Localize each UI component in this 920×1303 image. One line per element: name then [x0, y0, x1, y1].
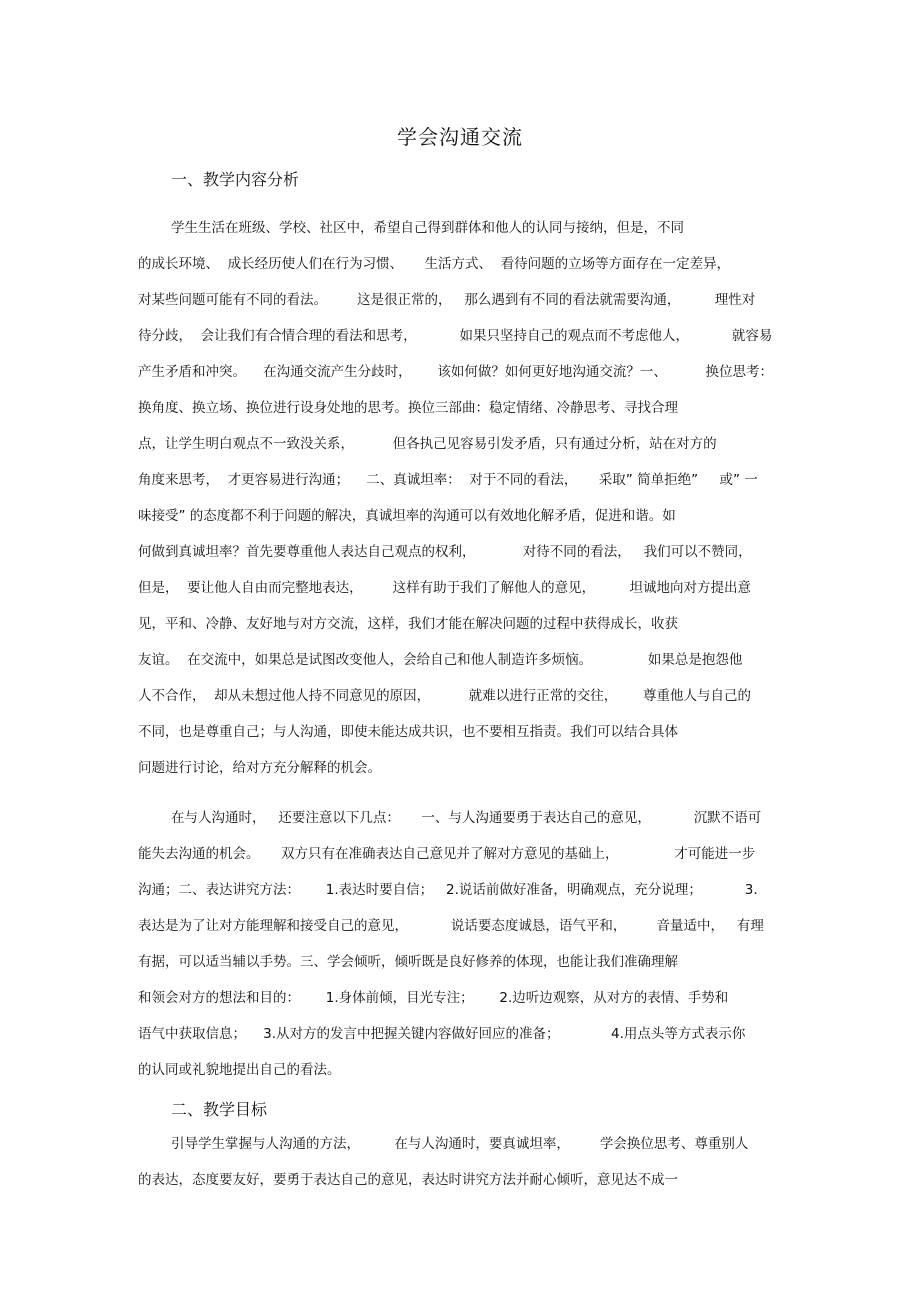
paragraph-line: 待分歧， 会让我们有合情合理的看法和思考， 如果只坚持自己的观点而不考虑他人， 就容易: [138, 328, 773, 344]
paragraph-line: 点，让学生明白观点不一致没关系， 但各执己见容易引发矛盾，只有通过分析，站在对方的: [138, 436, 717, 452]
paragraph-line: 何做到真诚坦率？首先要尊重他人表达自己观点的权利， 对待不同的看法， 我们可以不赞同，: [138, 544, 752, 560]
paragraph-line: 问题进行讨论，给对方充分解释的机会。: [138, 760, 381, 776]
paragraph-line: 的表达，态度要友好，要勇于表达自己的意见，表达时讲究方法并耐心倾听，意见达不成一: [138, 1172, 678, 1188]
paragraph-line: 不同，也是尊重自己；与人沟通，即使未能达成共识，也不要相互指责。我们可以结合具体: [138, 724, 678, 740]
paragraph-line: 语气中获取信息； 3.从对方的发言中把握关键内容做好回应的准备； 4.用点头等方式表示你: [138, 1026, 746, 1042]
paragraph-line: 角度来思考， 才更容易进行沟通； 二、真诚坦率： 对于不同的看法， 采取” 简单拒绝” 或” 一: [138, 472, 758, 488]
paragraph-line: 在与人沟通时， 还要注意以下几点： 一、与人沟通要勇于表达自己的意见， 沉默不语可: [171, 810, 762, 826]
paragraph-line: 能失去沟通的机会。 双方只有在准确表达自己意见并了解对方意见的基础上， 才可能进一步: [138, 846, 756, 862]
paragraph-line: 有据，可以适当辅以手势。三、学会倾听，倾听既是良好修养的体现，也能让我们准确理解: [138, 954, 678, 970]
paragraph-line: 沟通；二、表达讲究方法： 1.表达时要自信； 2.说话前做好准备，明确观点，充分说理； 3.: [138, 882, 758, 898]
document-title: 学会沟通交流: [397, 125, 523, 149]
paragraph-line: 换角度、换立场、换位进行设身处地的思考。换位三部曲：稳定情绪、冷静思考、寻找合理: [138, 400, 678, 416]
paragraph-line: 表达是为了让对方能理解和接受自己的意见， 说话要态度诚恳，语气平和， 音量适中， 有理: [138, 918, 764, 934]
paragraph-line: 但是， 要让他人自由而完整地表达， 这样有助于我们了解他人的意见， 坦诚地向对方提出意: [138, 580, 751, 596]
paragraph-line: 见，平和、冷静、友好地与对方交流，这样，我们才能在解决问题的过程中获得成长，收获: [138, 616, 678, 632]
paragraph-line: 的认同或礼貌地提出自己的看法。: [138, 1062, 341, 1078]
paragraph-line: 对某些问题可能有不同的看法。 这是很正常的， 那么遇到有不同的看法就需要沟通， 理性对: [138, 292, 756, 308]
paragraph-line: 味接受” 的态度都不利于问题的解决，真诚坦率的沟通可以有效地化解矛盾，促进和谐。如: [138, 508, 676, 524]
paragraph-line: 和领会对方的想法和目的： 1.身体前倾，目光专注； 2.边听边观察，从对方的表情、手势和: [138, 990, 729, 1006]
paragraph-line: 学生生活在班级、学校、社区中，希望自己得到群体和他人的认同与接纳，但是，不同: [171, 220, 684, 236]
section-heading-objectives: 二、教学目标: [171, 1100, 268, 1119]
section-heading-analysis: 一、教学内容分析: [171, 170, 300, 189]
paragraph-line: 产生矛盾和冲突。 在沟通交流产生分歧时， 该如何做？如何更好地沟通交流？一、 换位思考：: [138, 364, 774, 380]
paragraph-line: 的成长环境、 成长经历使人们在行为习惯、 生活方式、 看待问题的立场等方面存在一定差异，: [138, 256, 731, 272]
paragraph-line: 人不合作， 却从未想过他人持不同意见的原因， 就难以进行正常的交往， 尊重他人与自己的: [138, 688, 751, 704]
paragraph-line: 引导学生掌握与人沟通的方法， 在与人沟通时，要真诚坦率， 学会换位思考、尊重别人: [171, 1136, 749, 1152]
paragraph-line: 友谊。 在交流中，如果总是试图改变他人，会给自己和他人制造许多烦恼。 如果总是抱怨他: [138, 652, 743, 668]
